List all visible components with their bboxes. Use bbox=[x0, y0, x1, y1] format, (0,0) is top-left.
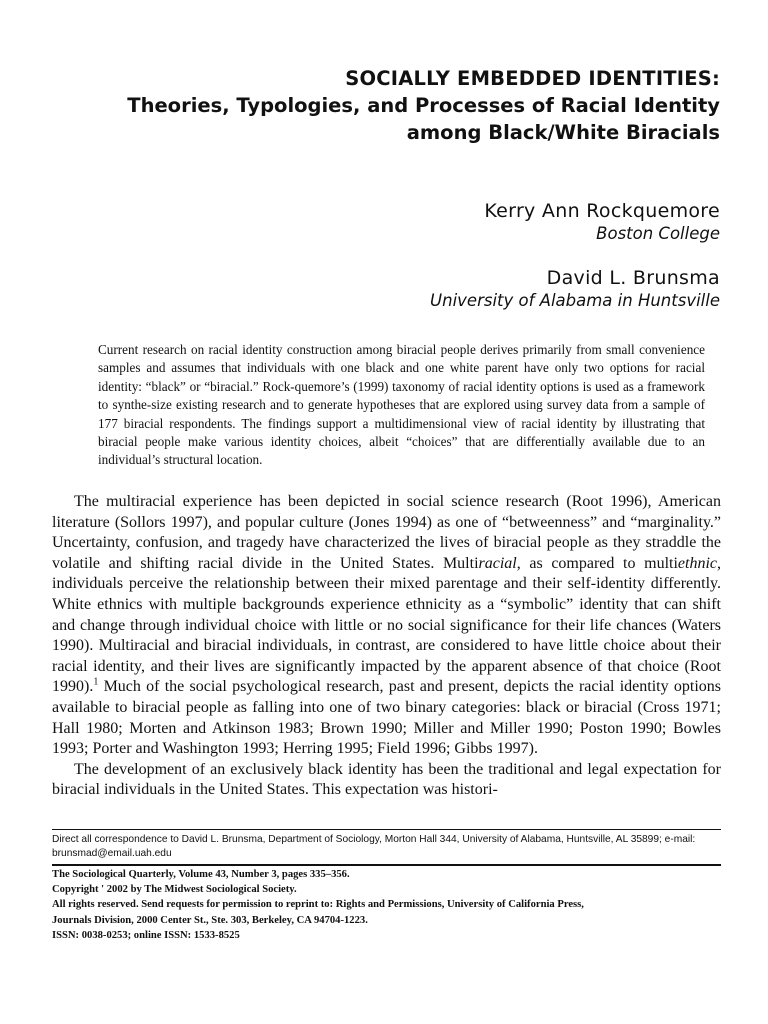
author-name: Kerry Ann Rockquemore bbox=[484, 200, 720, 222]
article-subtitle-line-1: Theories, Typologies, and Processes of Racial Identity bbox=[127, 94, 720, 117]
body-paragraph: The multiracial experience has been depicted in social science research (Root 1996), American literature (Sollors 1997), and popular culture (Jones 1994) as one of “betweenness” and “marginality.” Uncertainty, confusion, and tragedy have characterized the lives of biracial people as they straddle the volatile and shifting racial divide in the United States. Multiracial, as compared to multiethnic, individuals perceive the relationship between their mixed parentage and their self-identity differently. White ethnics with multiple backgrounds experience ethnicity as a “symbolic” identity that can shift and change through individual choice with little or no social significance for their life chances (Waters 1990). Multiracial and biracial individuals, in contrast, are considered to have little choice about their racial identity, and their lives are significantly impacted by the apparent absence of that choice (Root 1990).$^1$ Much of the social psychological research, past and present, depicts the racial identity options available to biracial people as falling into one of two binary categories: black or biracial (Cross 1971; Hall 1980; Morten and Atkinson 1983; Brown 1990; Miller and Miller 1990; Poston 1990; Bowles 1993; Porter and Washington 1993; Herring 1995; Field 1996; Gibbs 1997). bbox=[52, 493, 721, 758]
article-title: SOCIALLY EMBEDDED IDENTITIES: bbox=[345, 67, 720, 90]
author-block-1 bbox=[220, 199, 720, 245]
article-subtitle-line-2: among Black/White Biracials bbox=[406, 121, 720, 144]
author-affiliation: University of Alabama in Huntsville bbox=[430, 291, 720, 310]
abstract: Current research on racial identity construction among biracial people derives primarily from small convenience samples and assumes that individuals with one black and one white parent have only two options for racial identity: “black” or “biracial.” Rock-quemore’s (1999) taxonomy of racial identity options is used as a framework to synthe-size existing research and to generate hypotheses that are explored using survey data from a sample of 177 biracial respondents. The findings support a multidimensional view of racial identity by illustrating that biracial people make various identity choices, albeit “choices” that are differentially available due to an individual’s structural location. bbox=[98, 342, 705, 468]
address-line: Journals Division, 2000 Center St., Ste. 303, Berkeley, CA 94704-1223. bbox=[52, 914, 368, 926]
article-title-block bbox=[40, 66, 720, 146]
footnote-divider bbox=[52, 829, 721, 830]
correspondence-footnote: Direct all correspondence to David L. Brunsma, Department of Sociology, Morton Hall 344, University of Alabama, Huntsville, AL 35899; e-mail: brunsmad@email.uah.edu bbox=[52, 834, 696, 859]
footnote-reference: 1 bbox=[93, 677, 99, 689]
rights-line: All rights reserved. Send requests for permission to reprint to: Rights and Permissions, University of California Press, bbox=[52, 899, 584, 911]
author-block-2 bbox=[220, 266, 720, 312]
article-body bbox=[52, 492, 721, 801]
author-affiliation: Boston College bbox=[596, 224, 720, 243]
copyright-line: Copyright ' 2002 by The Midwest Sociological Society. bbox=[52, 884, 297, 896]
journal-info-divider bbox=[52, 864, 721, 866]
body-paragraph: The development of an exclusively black identity has been the traditional and legal expectation for biracial individuals in the United States. This expectation was histori- bbox=[52, 760, 721, 799]
issn-line: ISSN: 0038-0253; online ISSN: 1533-8525 bbox=[52, 929, 240, 941]
author-name: David L. Brunsma bbox=[546, 267, 720, 289]
journal-info bbox=[52, 867, 732, 943]
journal-citation: The Sociological Quarterly, Volume 43, Number 3, pages 335–356. bbox=[52, 869, 350, 880]
